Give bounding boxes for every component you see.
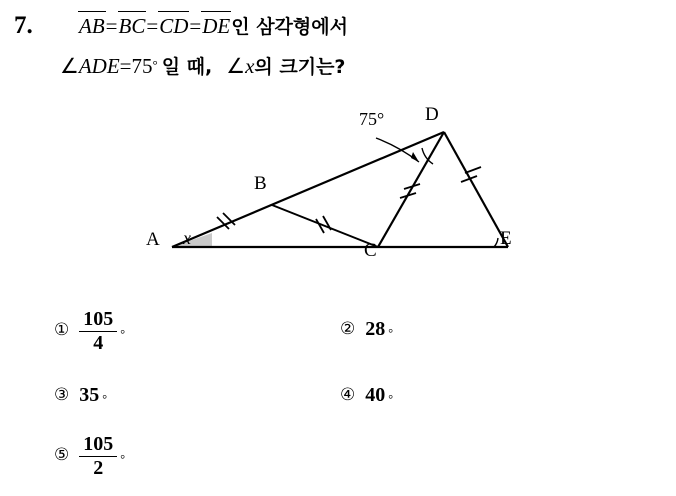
- figure-label-x: x: [183, 228, 191, 248]
- geometry-figure: [120, 100, 540, 275]
- choice-1[interactable]: [54, 308, 125, 355]
- segment-de: DE: [202, 14, 231, 38]
- choice-1-marker: ①: [54, 320, 70, 341]
- question-line-2: [60, 52, 345, 79]
- choice-2-value: 28: [365, 318, 386, 340]
- line-cd: [378, 132, 444, 247]
- choice-4-value: 40: [365, 384, 386, 406]
- figure-label-b: B: [254, 173, 267, 194]
- choice-1-degree: °: [120, 327, 126, 342]
- line-bc: [272, 205, 378, 247]
- angle-ade-vertices: ADE: [78, 54, 120, 78]
- angle-d-arrowhead: [411, 152, 419, 162]
- angle-symbol-2: ∠: [226, 54, 246, 78]
- figure-label-d: D: [425, 104, 439, 125]
- equals-1: =: [105, 14, 118, 38]
- equals-3: =: [189, 14, 202, 38]
- angle-ade-value: 75: [131, 54, 153, 78]
- figure-label-c: C: [364, 240, 377, 261]
- choice-5-fraction: [79, 433, 117, 480]
- choice-3-marker: ③: [54, 385, 70, 405]
- choice-5-denominator: 2: [79, 456, 117, 480]
- choice-1-fraction: [79, 308, 117, 355]
- choice-3-degree: °: [102, 392, 108, 406]
- degree-symbol-1: °: [152, 57, 158, 72]
- equals-2: =: [146, 14, 159, 38]
- line-ad: [172, 132, 444, 247]
- figure-label-a: A: [146, 229, 160, 250]
- choice-4-degree: °: [388, 392, 394, 406]
- angle-symbol-1: ∠: [60, 54, 79, 78]
- choice-2-marker: ②: [340, 319, 356, 339]
- equals-4: =: [119, 54, 132, 78]
- choice-3-value: 35: [79, 384, 100, 406]
- choice-5-numerator: 105: [83, 433, 114, 455]
- question-line-1: [78, 12, 348, 39]
- segment-bc: BC: [118, 14, 146, 38]
- segment-ab: AB: [79, 14, 105, 38]
- choice-2-degree: °: [388, 326, 394, 340]
- segment-cd: CD: [159, 14, 189, 38]
- angle-arc-e: [494, 238, 498, 247]
- choice-5-marker: ⑤: [54, 445, 70, 466]
- figure-label-75-degrees: 75°: [359, 109, 385, 129]
- choice-5[interactable]: [54, 433, 125, 480]
- question-line-2-tail: 의 크기는?: [254, 56, 346, 78]
- angle-x-variable: x: [245, 54, 255, 78]
- question-line-2-mid: 일 때,: [161, 56, 213, 78]
- figure-label-e: E: [500, 228, 512, 249]
- line-de: [444, 132, 508, 247]
- question-number: 7.: [14, 12, 33, 39]
- choice-4[interactable]: [340, 384, 393, 407]
- choice-4-marker: ④: [340, 385, 356, 405]
- choice-2[interactable]: [340, 318, 393, 341]
- choice-3[interactable]: [54, 384, 107, 407]
- choice-1-numerator: 105: [83, 308, 114, 330]
- choice-5-degree: °: [120, 452, 126, 467]
- choice-1-denominator: 4: [79, 331, 117, 355]
- question-line-1-tail: 인 삼각형에서: [231, 16, 348, 38]
